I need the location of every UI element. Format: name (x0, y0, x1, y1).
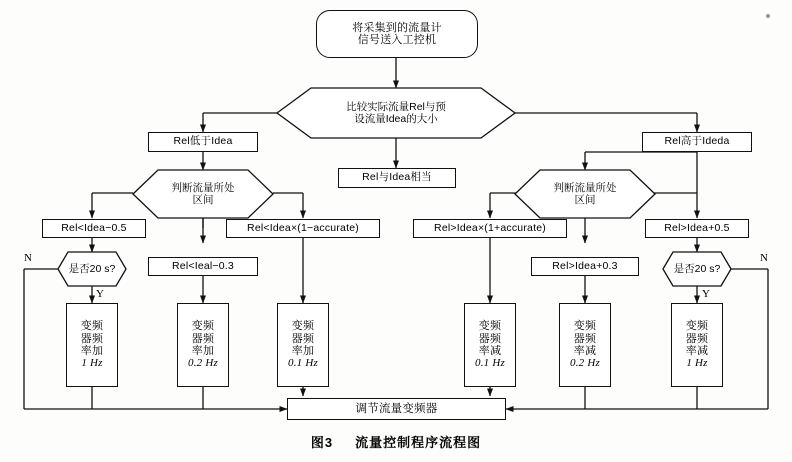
node-start-line2: 信号送入工控机 (357, 34, 437, 46)
node-act-l2-line2: 器频 (191, 332, 215, 345)
node-act-l1-line1: 变频 (80, 320, 104, 333)
node-judge-left-line2: 区间 (192, 194, 214, 206)
figure-caption-number: 图3 (310, 435, 334, 450)
edge-label-right-yes: Y (702, 288, 710, 300)
node-act-l2 (177, 303, 229, 387)
node-act-r3 (671, 303, 723, 387)
node-start (316, 10, 478, 58)
node-high-branch-label: Rel高于Ideda (664, 135, 730, 148)
node-act-l3 (277, 303, 329, 387)
node-act-l1-value: 1 Hz (81, 357, 103, 370)
node-end-label: 调节流量变频器 (355, 402, 438, 415)
node-act-l2-value: 0.2 Hz (188, 357, 218, 370)
edge-label-left-yes: Y (96, 288, 104, 300)
node-cond-r3 (645, 219, 749, 238)
node-act-r1-line3: 率减 (478, 345, 502, 357)
node-timer-left (58, 252, 126, 286)
node-act-l2-line1: 变频 (191, 320, 215, 333)
edge-label-right-no: N (760, 252, 768, 264)
node-act-l1 (66, 303, 118, 387)
node-cond-l2-label: Rel<Idea×(1−accurate) (247, 221, 359, 234)
node-act-r3-line3: 率减 (685, 345, 709, 357)
node-judge-right (515, 170, 655, 218)
node-compare (277, 88, 515, 138)
node-act-l1-line2: 器频 (80, 332, 104, 345)
node-start-line1: 将采集到的流量计 (352, 21, 442, 34)
node-act-r2-line3: 率减 (573, 345, 597, 357)
node-cond-r2-label: Rel>Idea+0.3 (552, 259, 618, 272)
node-judge-right-line2: 区间 (574, 194, 596, 206)
node-cond-r2 (531, 257, 639, 276)
node-judge-left (133, 170, 273, 218)
node-compare-line1: 比较实际流量Rel与预 (346, 100, 446, 113)
node-timer-left-label: 是否20 s? (68, 262, 116, 275)
edge-label-left-no: N (24, 252, 32, 264)
node-high-branch (642, 132, 752, 152)
node-act-l3-line2: 器频 (291, 332, 315, 345)
scan-speck (766, 14, 770, 18)
figure-caption-title: 流量控制程序流程图 (355, 435, 482, 450)
node-act-l3-line3: 率加 (291, 345, 315, 357)
node-judge-left-line1: 判断流量所处 (171, 181, 235, 194)
figure-caption (0, 432, 792, 451)
node-act-r1 (464, 303, 516, 387)
node-judge-right-line1: 判断流量所处 (553, 181, 617, 194)
node-act-r1-line1: 变频 (478, 320, 502, 333)
node-cond-r3-label: Rel>Idea+0.5 (664, 221, 730, 234)
node-cond-r1-label: Rel>Idea×(1+accurate) (434, 221, 546, 234)
node-act-l3-value: 0.1 Hz (288, 357, 318, 370)
node-act-r2 (559, 303, 611, 387)
node-act-r3-value: 1 Hz (686, 357, 708, 370)
node-cond-l1 (42, 219, 146, 238)
node-equal-branch (338, 168, 456, 188)
node-act-r1-value: 0.1 Hz (475, 357, 505, 370)
node-act-r2-line2: 器频 (573, 332, 597, 345)
node-cond-l3-label: Rel<Ieal−0.3 (172, 259, 234, 272)
node-timer-right (663, 252, 731, 286)
node-act-r3-line2: 器频 (685, 332, 709, 345)
node-act-r2-line1: 变频 (573, 320, 597, 333)
node-cond-r1 (413, 219, 567, 238)
node-cond-l1-label: Rel<Idea−0.5 (61, 221, 127, 234)
node-act-l1-line3: 率加 (80, 345, 104, 357)
node-timer-right-label: 是否20 s? (673, 262, 721, 275)
node-act-r3-line1: 变频 (685, 320, 709, 333)
node-act-r2-value: 0.2 Hz (570, 357, 600, 370)
node-low-branch-label: Rel低于Idea (173, 135, 233, 148)
node-equal-branch-label: Rel与Idea相当 (362, 171, 432, 184)
node-compare-line2: 设流量Idea的大小 (354, 113, 438, 125)
node-end (287, 398, 506, 420)
node-low-branch (148, 132, 258, 152)
node-cond-l2 (226, 219, 380, 238)
node-cond-l3 (148, 257, 258, 276)
node-act-l3-line1: 变频 (291, 320, 315, 333)
node-act-r1-line2: 器频 (478, 332, 502, 345)
node-act-l2-line3: 率加 (191, 345, 215, 357)
